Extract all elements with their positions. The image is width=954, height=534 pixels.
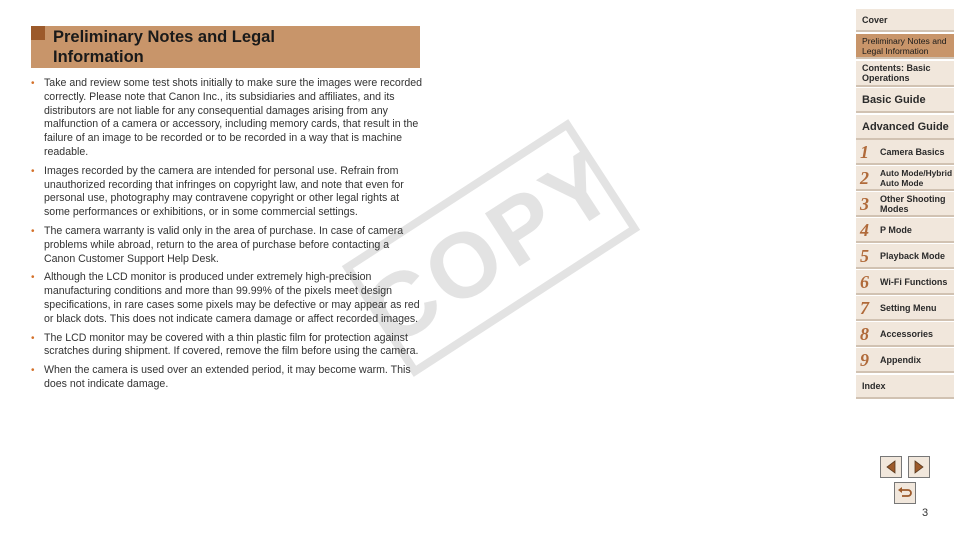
sidebar-item-label: Basic Guide [862,93,926,106]
chapter-number: 3 [860,193,869,214]
sidebar-item-chapter-7[interactable] [856,296,954,321]
previous-page-button[interactable] [880,456,902,478]
page-title-banner [31,26,420,68]
sidebar-item-label: Setting Menu [880,302,937,313]
note-item [31,165,423,220]
sidebar-item-basic-guide[interactable] [856,88,954,113]
bullet-icon: • [31,165,35,177]
notes-list [31,77,423,397]
note-item [31,271,423,326]
chapter-number: 5 [860,245,869,266]
sidebar-item-label: Advanced Guide [862,120,949,133]
chapter-number: 6 [860,271,869,292]
sidebar-item-cover[interactable] [856,9,954,32]
page-number: 3 [922,507,929,519]
note-item [31,364,423,392]
chapter-number: 4 [860,219,869,240]
sidebar-item-label: Auto Mode/Hybrid [880,167,953,178]
sidebar-item-label: Cover [862,14,888,25]
sidebar-item-chapter-8[interactable] [856,322,954,347]
sidebar-item-label: Appendix [880,354,922,365]
sidebar-item-label: Playback Mode [880,250,946,261]
title-marker [31,26,45,40]
chapter-number: 2 [860,167,869,188]
sidebar-item-chapter-1[interactable] [856,140,954,165]
sidebar-item-label: P Mode [880,224,912,235]
sidebar-item-label: Wi-Fi Functions [880,276,948,287]
sidebar-item-preliminary-notes[interactable] [856,34,954,59]
next-page-button[interactable] [908,456,930,478]
page-title-line-2: Information [53,48,144,66]
bullet-icon: • [31,272,35,284]
chapter-number: 9 [860,349,869,370]
chapter-number: 8 [860,323,869,344]
sidebar-item-label: Auto Mode [880,177,924,188]
sidebar-item-label: Other Shooting [880,193,946,204]
note-text: Take and review some test shots initially to make sure the images were recorded correctly. Please note that Canon Inc., its subsidiaries and affiliates, and its distributors are not liable for any consequential damages arising from any malfunction of a camera or accessory, including memory cards, that result in the failure of an image to be recorded or to be recorded in a way that is machine readable. [44,77,423,158]
bullet-icon: • [31,365,35,377]
note-item [31,332,423,360]
sidebar-item-label: Legal Information [862,45,929,56]
triangle-left-icon [885,460,897,474]
sidebar-item-label: Index [862,381,886,391]
watermark-text: COPY [347,129,635,367]
sidebar-item-chapter-2[interactable] [856,166,954,191]
note-text: The LCD monitor may be covered with a thin plastic film for protection against scratches during shipment. If covered, remove the film before using the camera. [44,331,419,358]
sidebar-item-label: Accessories [880,328,934,339]
note-text: The camera warranty is valid only in the area of purchase. In case of camera problems while abroad, return to the area of purchase before contacting a Canon Customer Support Help Desk. [44,224,404,265]
sidebar-item-index[interactable] [856,375,954,399]
sidebar-item-chapter-3[interactable] [856,192,954,217]
sidebar-item-advanced-guide[interactable] [856,115,954,140]
sidebar-item-chapter-6[interactable] [856,270,954,295]
sidebar-item-label: Preliminary Notes and [862,35,947,46]
triangle-right-icon [913,460,925,474]
bullet-icon: • [31,78,35,89]
sidebar-item-label: Contents: Basic [862,63,931,73]
chapter-number: 7 [860,297,869,318]
sidebar-item-label: Camera Basics [880,146,945,157]
note-item [31,77,423,160]
sidebar-item-label: Modes [880,203,909,214]
sidebar-item-chapter-9[interactable] [856,348,954,373]
sidebar-item-chapter-5[interactable] [856,244,954,269]
note-text: When the camera is used over an extended period, it may become warm. This does not indicate damage. [44,364,411,390]
bullet-icon: • [31,332,35,344]
note-item [31,225,423,266]
sidebar-item-chapter-4[interactable] [856,218,954,243]
note-text: Images recorded by the camera are intended for personal use. Refrain from unauthorized recording that infringes on copyright law, and note that even for personal use, photography may contravene copyright or other legal rights at some performances or exhibitions, or in some commercial settings. [44,164,404,219]
return-button[interactable] [894,482,916,504]
sidebar-item-contents[interactable] [856,61,954,87]
bullet-icon: • [31,225,35,237]
note-text: Although the LCD monitor is produced under extremely high-precision manufacturing conditions and more than 99.99% of the pixels meet design specifications, in rare cases some pixels may be defective or may appear as red or black dots. This does not indicate camera damage or affect recorded images. [44,271,420,325]
chapter-number: 1 [860,141,869,162]
page-title-line-1: Preliminary Notes and Legal [53,28,275,46]
sidebar-item-label: Operations [862,73,910,83]
return-arrow-icon [897,486,913,500]
